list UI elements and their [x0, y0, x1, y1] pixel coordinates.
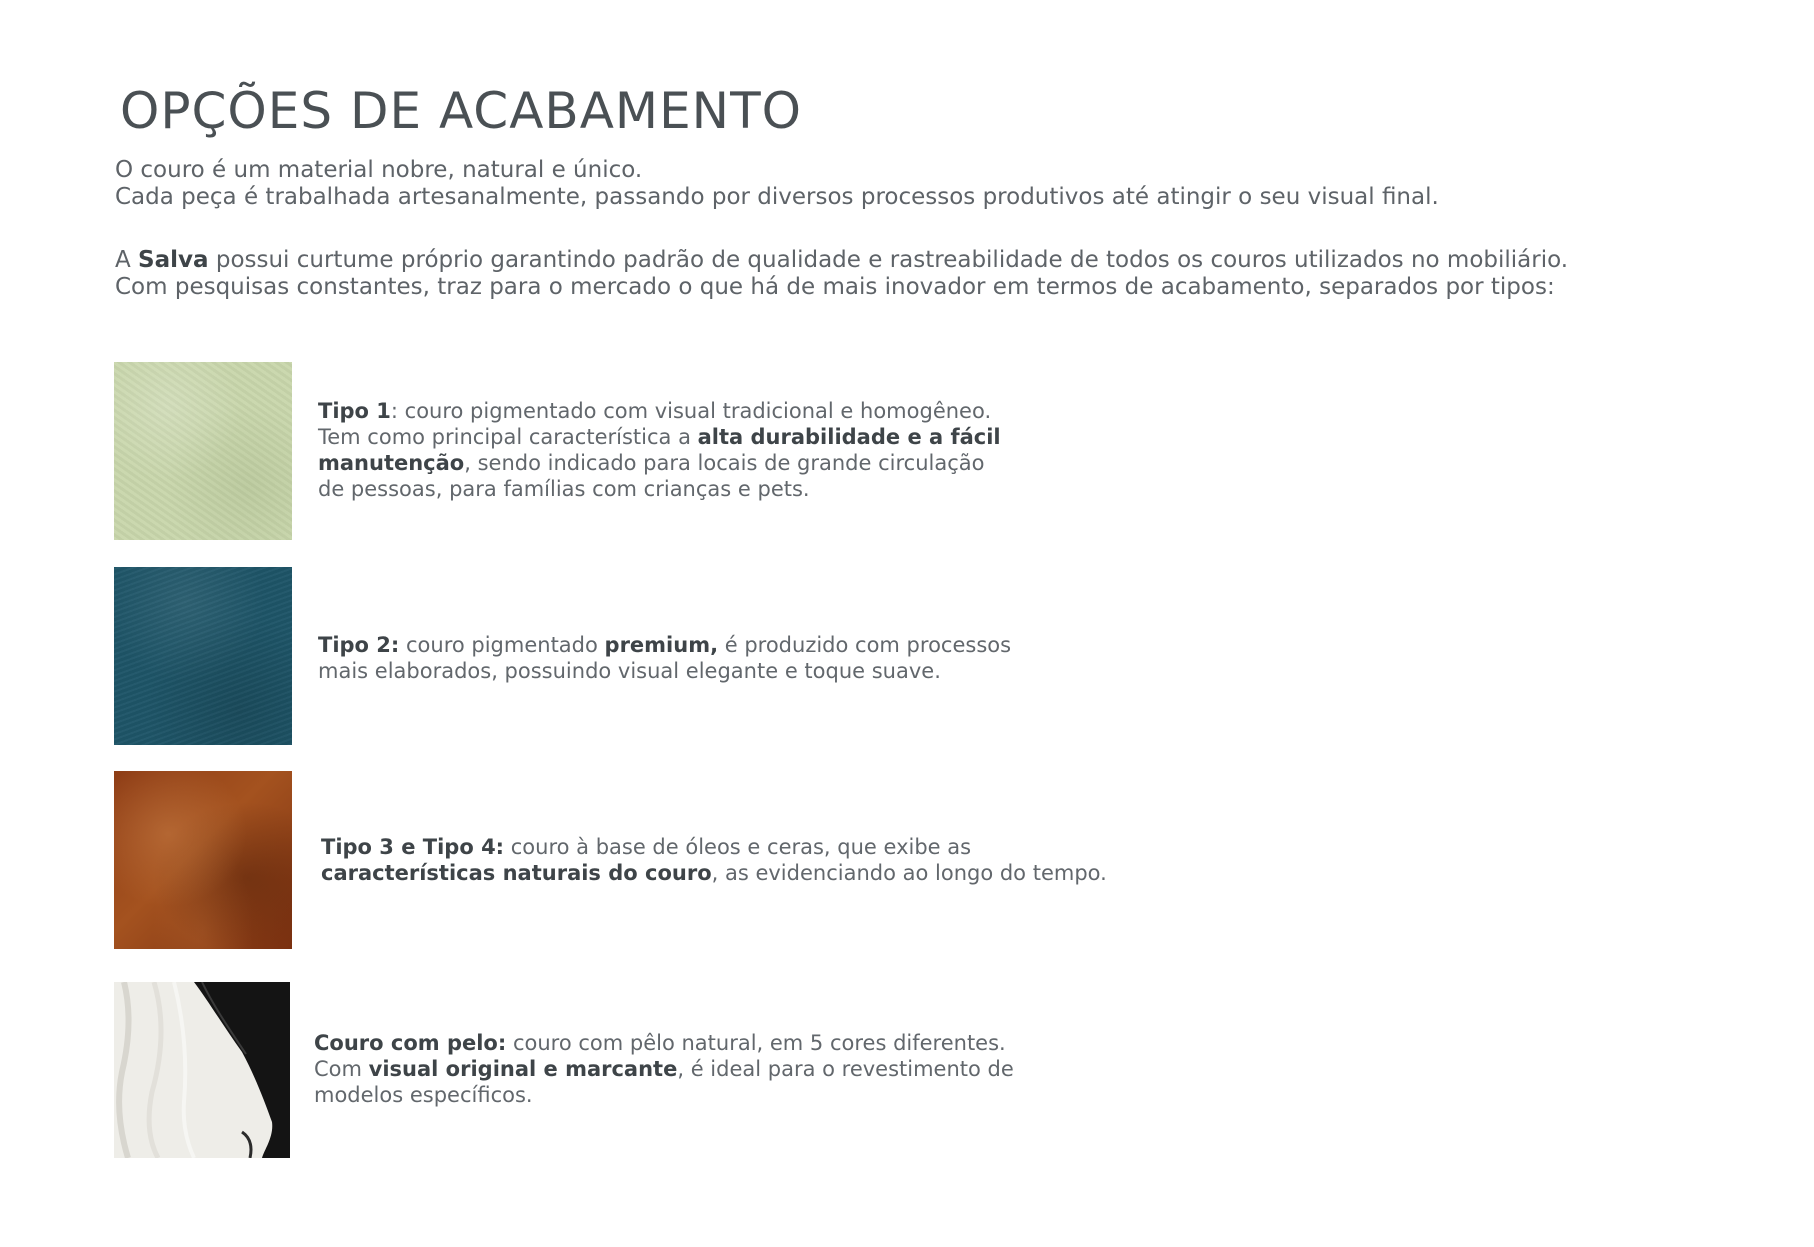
brand-name: Salva	[138, 247, 209, 273]
finish-text: couro com pêlo natural, em 5 cores diferentes.	[506, 1031, 1006, 1055]
leather-swatch-tipo-2	[114, 567, 292, 745]
leather-swatch-tipo-3-4	[114, 771, 292, 949]
finish-line	[318, 450, 1001, 476]
finish-description-tipo-3-4	[321, 834, 1107, 886]
finish-text: : couro pigmentado com visual tradicional e homogêneo.	[390, 399, 992, 423]
finish-line: modelos específicos.	[314, 1083, 533, 1107]
finish-text: Tem como principal característica a	[318, 425, 698, 449]
finish-text: , é ideal para o revestimento de	[677, 1057, 1014, 1081]
intro-line: Cada peça é trabalhada artesanalmente, passando por diversos processos produtivos até atingir o seu visual final.	[115, 184, 1439, 210]
finish-line	[318, 632, 1011, 658]
finish-text: , sendo indicado para locais de grande circulação	[464, 451, 985, 475]
intro-line: O couro é um material nobre, natural e único.	[115, 157, 643, 183]
finish-highlight: premium,	[604, 633, 719, 657]
leather-swatch-couro-com-pelo	[114, 982, 290, 1158]
finish-label: Tipo 3 e Tipo 4:	[321, 835, 505, 859]
finish-description-tipo-2	[318, 632, 1011, 684]
finish-description-tipo-1	[318, 398, 1001, 502]
finish-line	[318, 398, 1001, 424]
cowhide-pattern	[114, 982, 290, 1158]
finish-highlight: manutenção	[318, 451, 465, 475]
finish-line	[321, 860, 1107, 886]
finish-line	[321, 834, 1107, 860]
finish-text: é produzido com processos	[718, 633, 1012, 657]
intro-text: possui curtume próprio garantindo padrão de qualidade e rastreabilidade de todos os couros utilizados no mobiliário.	[208, 247, 1569, 273]
intro-paragraph-2	[115, 247, 1755, 301]
leather-swatch-tipo-1	[114, 362, 292, 540]
finish-highlight: características naturais do couro	[321, 861, 712, 885]
finish-label: Couro com pelo:	[314, 1031, 507, 1055]
intro-line	[115, 247, 1755, 274]
finish-label: Tipo 1	[318, 399, 391, 423]
intro-text: A	[115, 247, 139, 273]
finish-line: de pessoas, para famílias com crianças e pets.	[318, 477, 810, 501]
finish-highlight: visual original e marcante	[368, 1057, 678, 1081]
finish-description-couro-com-pelo	[314, 1030, 1014, 1108]
finish-highlight: alta durabilidade e a fácil	[697, 425, 1001, 449]
intro-line: Com pesquisas constantes, traz para o mercado o que há de mais inovador em termos de acabamento, separados por tipos:	[115, 274, 1555, 300]
intro-paragraph-1	[115, 157, 1755, 211]
finish-text: Com	[314, 1057, 369, 1081]
finish-text: couro à base de óleos e ceras, que exibe as	[504, 835, 972, 859]
finish-line	[314, 1030, 1014, 1056]
finish-line: mais elaborados, possuindo visual elegante e toque suave.	[318, 659, 941, 683]
finish-line	[318, 424, 1001, 450]
finish-text: couro pigmentado	[399, 633, 605, 657]
page-title: OPÇÕES DE ACABAMENTO	[120, 82, 802, 140]
finish-text: , as evidenciando ao longo do tempo.	[711, 861, 1107, 885]
finish-line	[314, 1056, 1014, 1082]
finish-label: Tipo 2:	[318, 633, 400, 657]
